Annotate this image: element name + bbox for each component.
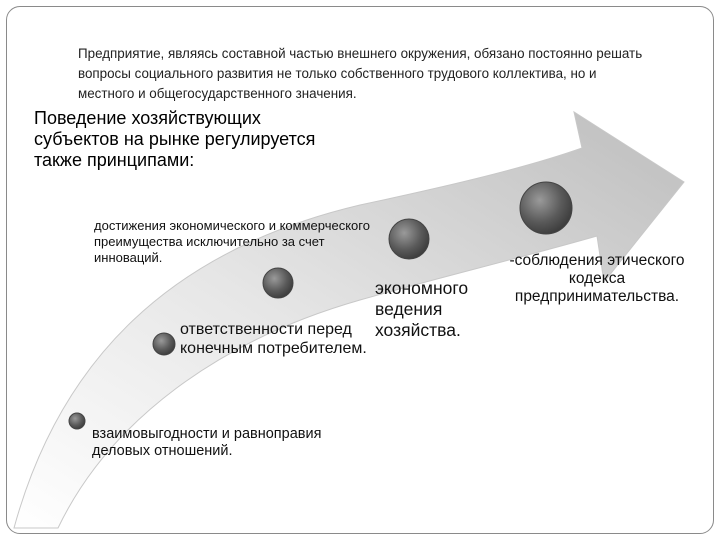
milestone-dot-1 (69, 413, 85, 429)
intro-text: Предприятие, являясь составной частью внешнего окружения, обязано постоянно решать вопросы социального развития не только собственного трудового коллектива, но и местного и общегосударственного значения. (78, 46, 643, 101)
milestone-dot-2 (153, 333, 175, 355)
milestone-dot-3 (263, 268, 293, 298)
principle-innovation: достижения экономического и коммерческого преимущества исключительно за счет инноваций. (94, 218, 370, 265)
principle-economy: экономного ведения хозяйства. (375, 278, 469, 340)
milestone-dot-5 (520, 182, 572, 234)
principles-heading: Поведение хозяйствующих субъектов на рынке регулируется также принципами: (34, 108, 316, 170)
principle-mutual-benefit: взаимовыгодности и равноправия деловых отношений. (92, 426, 322, 459)
principle-ethics: -соблюдения этического кодекса предпринимательства. (509, 252, 685, 305)
milestone-dot-4 (389, 219, 429, 259)
principle-responsibility: ответственности перед конечным потребителем. (180, 321, 367, 357)
